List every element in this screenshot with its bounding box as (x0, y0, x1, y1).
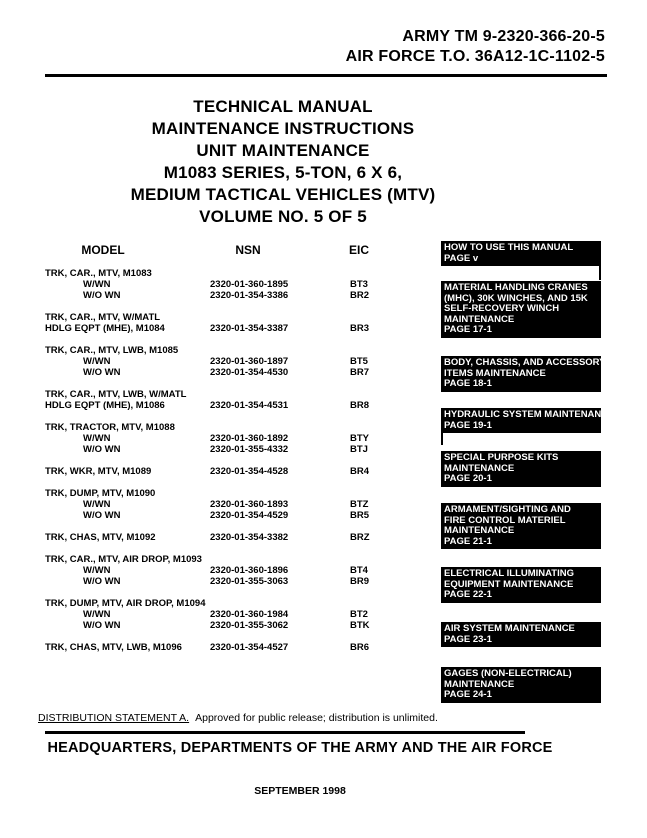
model-group (45, 268, 445, 301)
model-group (45, 598, 445, 631)
chapter-tab (441, 667, 601, 703)
chapter-tab-title: MATERIAL HANDLING CRANES (444, 282, 588, 293)
model-group (45, 312, 445, 334)
model-group (45, 532, 445, 543)
table-row (45, 389, 445, 400)
eic-cell: BR4 (350, 466, 370, 477)
model-cell: TRK, DUMP, MTV, M1090 (45, 488, 156, 499)
eic-cell (350, 268, 445, 279)
table-row (45, 279, 445, 290)
nsn-cell: 2320-01-354-3387 (210, 323, 289, 334)
nsn-cell: 2320-01-360-1892 (210, 433, 289, 444)
table-row (45, 576, 445, 587)
chapter-tab (441, 241, 601, 266)
model-group (45, 642, 445, 653)
distribution-statement-label: DISTRIBUTION STATEMENT A. (38, 712, 190, 724)
model-variant-cell: W/O WN (83, 444, 121, 455)
chapter-tab-list (441, 241, 615, 801)
table-row (45, 400, 445, 411)
chapter-tab-title: BODY, CHASSIS, AND ACCESSORY (444, 357, 606, 368)
nsn-cell: 2320-01-355-4332 (210, 444, 289, 455)
chapter-tab (441, 356, 606, 392)
table-row (45, 312, 445, 323)
eic-cell (350, 554, 445, 565)
eic-cell (350, 389, 445, 400)
nsn-cell: 2320-01-354-4531 (210, 400, 289, 411)
model-cell: TRK, CAR., MTV, AIR DROP, M1093 (45, 554, 202, 565)
chapter-tab-title: SELF-RECOVERY WINCH (444, 303, 560, 314)
model-cell: TRK, CAR., MTV, LWB, W/MATL (45, 389, 187, 400)
nsn-cell: 2320-01-360-1984 (210, 609, 289, 620)
table-row (45, 598, 445, 609)
table-row (45, 268, 445, 279)
model-group (45, 345, 445, 378)
chapter-tab (441, 281, 601, 338)
table-row (45, 433, 445, 444)
headquarters-line: HEADQUARTERS, DEPARTMENTS OF THE ARMY AND THE AIR FORCE (47, 740, 553, 756)
chapter-tab (441, 567, 601, 603)
table-column-headers (45, 243, 440, 257)
model-cell: TRK, TRACTOR, MTV, M1088 (45, 422, 175, 433)
nsn-cell: 2320-01-354-4528 (210, 466, 289, 477)
model-variant-cell: W/O WN (83, 510, 121, 521)
table-row (45, 356, 445, 367)
air-force-to-number: AIR FORCE T.O. 36A12-1C-1102-5 (345, 48, 605, 65)
vehicle-model-table (45, 268, 445, 664)
table-row (45, 609, 445, 620)
nsn-cell: 2320-01-354-4530 (210, 367, 289, 378)
table-row (45, 620, 445, 631)
chapter-tab-title: MAINTENANCE (444, 525, 515, 536)
model-group (45, 422, 445, 455)
eic-cell: BTY (350, 433, 369, 444)
chapter-tab-page: PAGE 20-1 (444, 473, 492, 484)
model-cell: TRK, CHAS, MTV, M1092 (45, 532, 156, 543)
eic-cell: BR6 (350, 642, 370, 653)
title-line: M1083 SERIES, 5-TON, 6 X 6, (163, 163, 403, 182)
title-line: TECHNICAL MANUAL (193, 97, 373, 116)
chapter-tab-title: SPECIAL PURPOSE KITS (444, 452, 559, 463)
chapter-tab-page: PAGE 23-1 (444, 633, 492, 645)
nsn-cell (210, 312, 350, 323)
model-variant-cell: W/WN (83, 356, 111, 367)
eic-cell: BRZ (350, 532, 370, 543)
table-row (45, 422, 445, 433)
model-variant-cell: W/WN (83, 565, 111, 576)
chapter-tab-title: (MHC), 30K WINCHES, AND 15K (444, 292, 588, 304)
army-tm-number: ARMY TM 9-2320-366-20-5 (402, 28, 605, 45)
chapter-tab-title: ARMAMENT/SIGHTING AND (444, 504, 571, 515)
chapter-tab-page: PAGE 22-1 (444, 589, 492, 600)
model-variant-cell: W/O WN (83, 290, 121, 301)
table-row (45, 488, 445, 499)
table-row (45, 642, 445, 653)
nsn-cell: 2320-01-360-1896 (210, 565, 289, 576)
nsn-cell: 2320-01-355-3062 (210, 620, 289, 631)
eic-cell: BR5 (350, 510, 370, 521)
chapter-tab-page: PAGE 24-1 (444, 689, 492, 700)
table-row (45, 323, 445, 334)
eic-cell: BTK (350, 620, 370, 631)
table-row (45, 290, 445, 301)
chapter-tab-title: ELECTRICAL ILLUMINATING (444, 568, 574, 579)
table-row (45, 466, 445, 477)
nsn-cell (210, 345, 350, 356)
chapter-tab-title: FIRE CONTROL MATERIEL (444, 514, 566, 526)
nsn-cell (210, 268, 350, 279)
chapter-tab-title: MAINTENANCE (444, 462, 515, 474)
model-variant-cell: W/O WN (83, 367, 121, 378)
title-line: VOLUME NO. 5 OF 5 (199, 207, 367, 226)
chapter-tab (441, 408, 615, 433)
eic-cell (350, 422, 445, 433)
chapter-tab (441, 622, 601, 647)
eic-cell (350, 345, 445, 356)
table-row (45, 345, 445, 356)
model-cell: HDLG EQPT (MHE), M1086 (45, 400, 165, 411)
nsn-cell (210, 422, 350, 433)
title-block (45, 96, 521, 228)
nsn-cell: 2320-01-355-3063 (210, 576, 289, 587)
model-variant-cell: W/O WN (83, 620, 121, 631)
model-column-header: MODEL (81, 243, 125, 257)
chapter-tab-title: MAINTENANCE (444, 313, 515, 325)
title-line: MAINTENANCE INSTRUCTIONS (151, 119, 415, 138)
chapter-tab-page: PAGE 18-1 (444, 378, 492, 389)
title-line: UNIT MAINTENANCE (196, 141, 370, 160)
model-group (45, 554, 445, 587)
nsn-column-header: NSN (235, 243, 261, 257)
model-group (45, 488, 445, 521)
model-variant-cell: W/WN (83, 499, 111, 510)
model-cell: TRK, CHAS, MTV, LWB, M1096 (45, 642, 182, 653)
model-cell: TRK, WKR, MTV, M1089 (45, 466, 152, 477)
chapter-tab-page: PAGE v (444, 252, 479, 264)
eic-cell: BR3 (350, 323, 370, 334)
table-row (45, 554, 445, 565)
nsn-cell (210, 554, 350, 565)
nsn-cell (210, 488, 350, 499)
table-row (45, 499, 445, 510)
model-variant-cell: W/WN (83, 433, 111, 444)
nsn-cell (210, 598, 350, 609)
model-group (45, 389, 445, 411)
table-row (45, 444, 445, 455)
nsn-cell: 2320-01-354-4527 (210, 642, 289, 653)
doc-number-block (346, 27, 605, 67)
model-cell: TRK, DUMP, MTV, AIR DROP, M1094 (45, 598, 206, 609)
chapter-tab (441, 503, 601, 549)
distribution-statement (38, 712, 438, 724)
footer-rule (45, 731, 525, 734)
eic-cell: BT3 (350, 279, 368, 290)
chapter-tab (441, 451, 601, 487)
eic-cell: BR2 (350, 290, 370, 301)
distribution-statement-text: Approved for public release; distribution is unlimited. (195, 712, 438, 724)
nsn-cell: 2320-01-354-3386 (210, 290, 289, 301)
eic-cell (350, 488, 445, 499)
chapter-tab-title: HYDRAULIC SYSTEM MAINTENANCE (444, 409, 615, 420)
eic-cell: BR7 (350, 367, 370, 378)
nsn-cell (210, 389, 350, 400)
chapter-tab-title: MAINTENANCE (444, 678, 515, 690)
nsn-cell: 2320-01-360-1895 (210, 279, 289, 290)
model-cell: TRK, CAR., MTV, M1083 (45, 268, 152, 279)
title-line: MEDIUM TACTICAL VEHICLES (MTV) (130, 185, 436, 204)
table-row (45, 367, 445, 378)
eic-cell: BTZ (350, 499, 369, 510)
eic-cell: BR8 (350, 400, 370, 411)
header-rule (45, 74, 607, 77)
model-variant-cell: W/WN (83, 279, 111, 290)
table-row (45, 565, 445, 576)
chapter-tab-title: HOW TO USE THIS MANUAL (444, 242, 574, 253)
nsn-cell: 2320-01-360-1893 (210, 499, 289, 510)
model-cell: TRK, CAR., MTV, W/MATL (45, 312, 161, 323)
publication-date: SEPTEMBER 1998 (254, 785, 346, 797)
chapter-tab-title: ITEMS MAINTENANCE (444, 367, 546, 379)
nsn-cell: 2320-01-360-1897 (210, 356, 289, 367)
eic-cell: BTJ (350, 444, 368, 455)
chapter-tab-page: PAGE 21-1 (444, 535, 492, 547)
eic-cell (350, 598, 445, 609)
chapter-tab-title: AIR SYSTEM MAINTENANCE (444, 623, 575, 634)
nsn-cell: 2320-01-354-3382 (210, 532, 289, 543)
eic-column-header: EIC (348, 243, 370, 257)
eic-cell: BR9 (350, 576, 370, 587)
chapter-tab-title: GAGES (NON-ELECTRICAL) (444, 668, 572, 679)
eic-cell: BT5 (350, 356, 368, 367)
model-cell: HDLG EQPT (MHE), M1084 (45, 323, 165, 334)
chapter-tab-title: EQUIPMENT MAINTENANCE (444, 578, 574, 590)
model-variant-cell: W/WN (83, 609, 111, 620)
chapter-tab-page: PAGE 19-1 (444, 419, 492, 431)
eic-cell: BT4 (350, 565, 368, 576)
model-group (45, 466, 445, 477)
eic-cell: BT2 (350, 609, 368, 620)
model-cell: TRK, CAR., MTV, LWB, M1085 (45, 345, 179, 356)
table-row (45, 532, 445, 543)
chapter-tab-page: PAGE 17-1 (444, 324, 492, 335)
eic-cell (350, 312, 445, 323)
model-variant-cell: W/O WN (83, 576, 121, 587)
table-row (45, 510, 445, 521)
nsn-cell: 2320-01-354-4529 (210, 510, 289, 521)
